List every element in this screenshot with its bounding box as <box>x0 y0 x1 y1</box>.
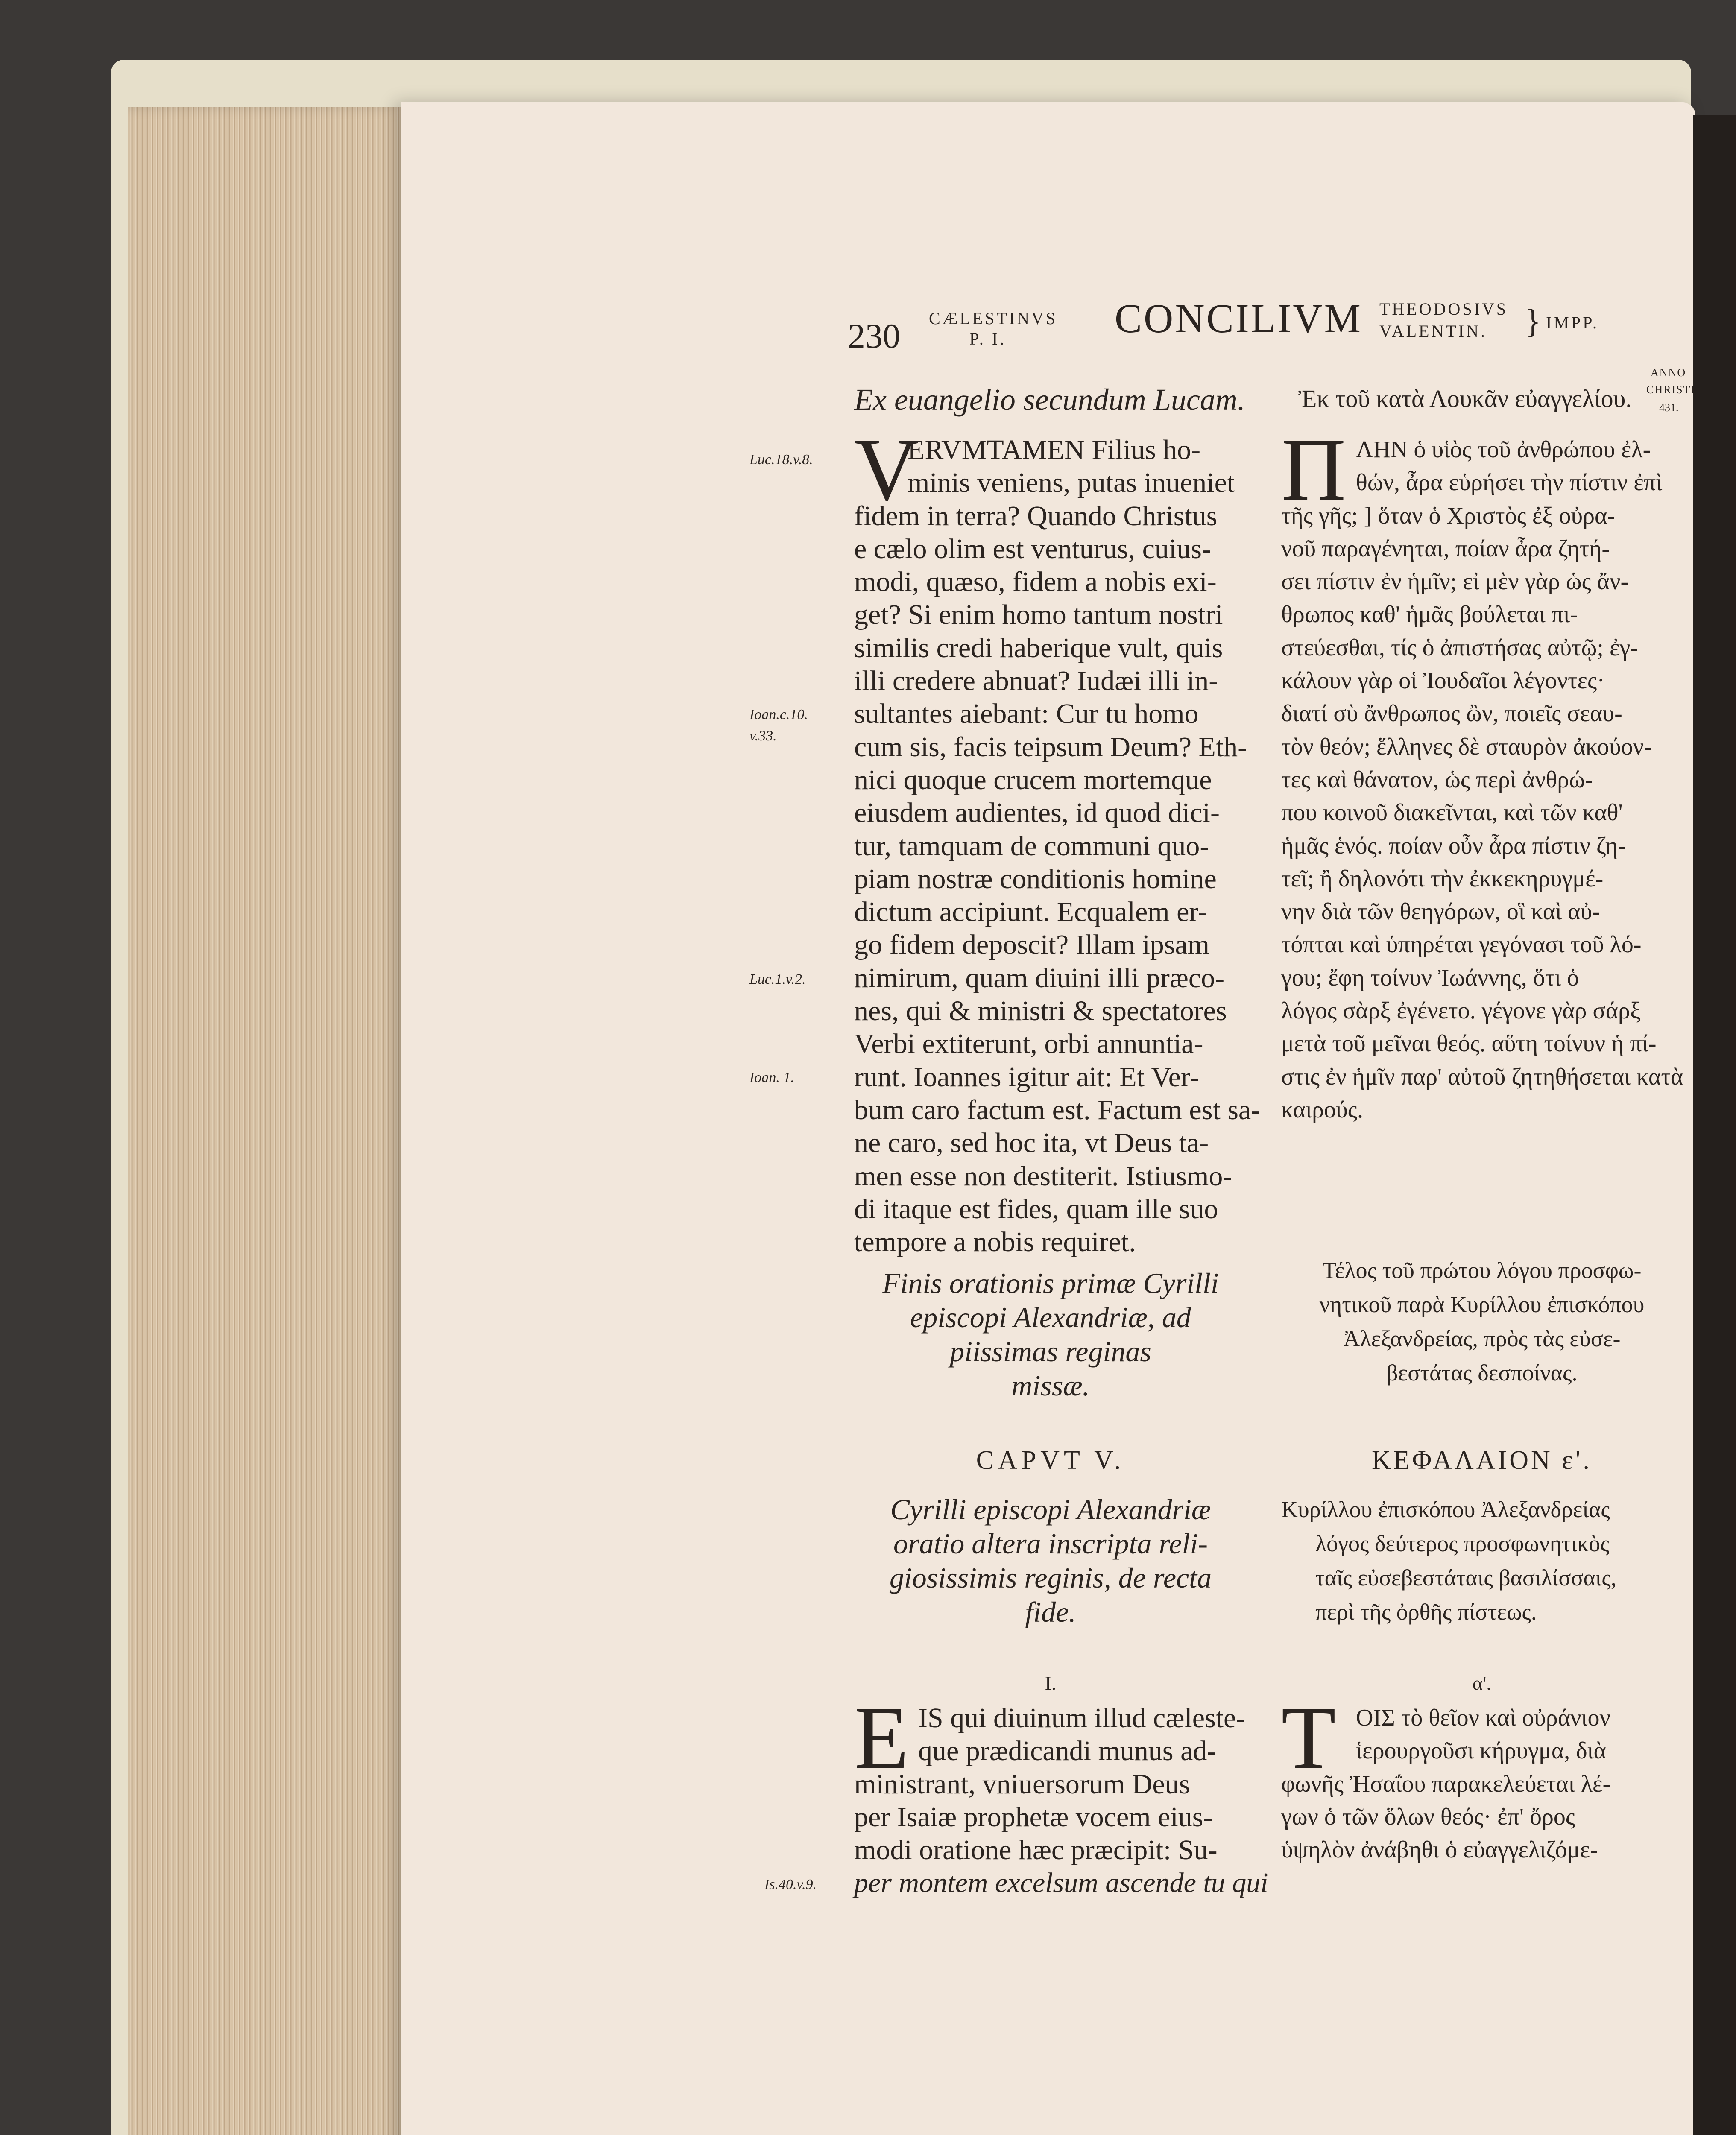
greek-line: ΛΗΝ ὁ υἱὸς τοῦ ἀνθρώπου ἐλ- <box>1356 436 1651 463</box>
latin-text-block-2 <box>854 1702 1268 1900</box>
greek-telos-line: Ἀλεξανδρείας, πρὸς τὰς εὐσε- <box>1343 1326 1621 1351</box>
greek-line: τόπται καὶ ὑπηρέται γεγόνασι τοῦ λό- <box>1281 931 1642 958</box>
latin-line: go fidem deposcit? Illam ipsam <box>854 929 1210 961</box>
margin-ref-luc-1: Luc.1.v.2. <box>749 971 806 987</box>
greek-telos-line: νητικοῦ παρὰ Κυρίλλου ἐπισκόπου <box>1319 1292 1645 1317</box>
margin-ref-ioan-1: Ioan. 1. <box>749 1070 794 1085</box>
latin-heading: Ex euangelio secundum Lucam. <box>854 383 1245 417</box>
latin-line: fidem in terra? Quando Christus <box>854 500 1218 532</box>
greek-line: φωνῆς Ἠσαΐου παρακελεύεται λέ- <box>1281 1770 1611 1797</box>
latin-line: nici quoque crucem mortemque <box>854 764 1212 796</box>
greek-line: γων ὁ τῶν ὅλων θεός· ἐπ' ὄρος <box>1281 1803 1575 1830</box>
latin-line: tur, tamquam de communi quo- <box>854 830 1209 862</box>
latin-line: que prædicandi munus ad- <box>918 1735 1217 1767</box>
margin-ref-ioan-10: Ioan.c.10. <box>749 707 808 722</box>
latin-line: sultantes aiebant: Cur tu homo <box>854 698 1199 730</box>
greek-heading: Ἐκ τοῦ κατὰ Λουκᾶν εὐαγγελίου. <box>1298 385 1632 412</box>
latin-line: bum caro factum est. Factum est sa- <box>854 1094 1261 1126</box>
background-strip <box>1693 115 1736 2135</box>
latin-line: modi, quæso, fidem a nobis exi- <box>854 566 1217 598</box>
latin-dropcap: V <box>854 420 919 519</box>
latin-caput-title-line: oratio altera inscripta reli- <box>893 1527 1208 1560</box>
margin-year: 431. <box>1659 401 1679 414</box>
greek-text-block-2 <box>1281 1702 1683 1866</box>
latin-finis-line: Finis orationis primæ Cyrilli <box>882 1267 1219 1299</box>
header-right-label-2: VALENTIN. <box>1379 322 1487 341</box>
latin-line: piam nostræ conditionis homine <box>854 863 1217 895</box>
header-right-label-3: IMPP. <box>1546 313 1599 332</box>
header-right-label-1: THEODOSIVS <box>1379 299 1508 319</box>
margin-ref-luc-18: Luc.18.v.8. <box>749 452 813 468</box>
greek-line: τες καὶ θάνατον, ὡς περὶ ἀνθρώ- <box>1281 766 1593 793</box>
latin-finis <box>854 1266 1247 1403</box>
latin-line: per Isaiæ prophetæ vocem eius- <box>854 1801 1213 1833</box>
greek-telos-line: Τέλος τοῦ πρώτου λόγου προσφω- <box>1322 1258 1642 1283</box>
greek-dropcap: Π <box>1281 420 1346 519</box>
margin-ref-ioan-10-verse: v.33. <box>749 728 777 744</box>
latin-line: eiusdem audientes, id quod dici- <box>854 797 1220 829</box>
latin-line: ERVMTAMEN Filius ho- <box>908 434 1201 465</box>
greek-line: ὑψηλὸν ἀνάβηθι ὁ εὐαγγελιζόμε- <box>1281 1837 1598 1863</box>
greek-line: τεῖ; ἢ δηλονότι τὴν ἐκκεκηρυγμέ- <box>1281 865 1604 892</box>
latin-finis-line: episcopi Alexandriæ, ad <box>910 1301 1191 1334</box>
header-left-label-2: P. I. <box>969 329 1007 348</box>
latin-line: cum sis, facis teipsum Deum? Eth- <box>854 731 1247 763</box>
latin-line: tempore a nobis requiret. <box>854 1226 1136 1258</box>
latin-line: illi credere abnuat? Iudæi illi in- <box>854 665 1218 697</box>
greek-text-block-1 <box>1281 433 1683 1126</box>
greek-line: που κοινοῦ διακεῖνται, καὶ τῶν καθ' <box>1281 799 1623 826</box>
latin-caput-title-line: Cyrilli episcopi Alexandriæ <box>890 1493 1211 1526</box>
latin-line: similis credi haberique vult, quis <box>854 632 1223 664</box>
greek-keph-title-line: λόγος δεύτερος προσφωνητικὸς <box>1315 1531 1610 1556</box>
greek-line: κάλουν γὰρ οἱ Ἰουδαῖοι λέγοντες· <box>1281 667 1605 694</box>
latin-caput-title-line: giosissimis reginis, de recta <box>889 1562 1212 1594</box>
greek-line: θών, ἆρα εὑρήσει τὴν πίστιν ἐπὶ <box>1356 469 1663 496</box>
latin-line: per montem excelsum ascende tu qui <box>854 1867 1268 1899</box>
latin-line: minis veniens, putas inueniet <box>908 467 1235 499</box>
greek-line: τὸν θεόν; ἕλληνες δὲ σταυρὸν ἀκούον- <box>1281 733 1652 760</box>
greek-line: λόγος σὰρξ ἐγένετο. γέγονε γὰρ σάρξ <box>1281 997 1641 1024</box>
greek-line: ἡμᾶς ἑνός. ποίαν οὖν ἆρα πίστιν ζη- <box>1281 832 1626 859</box>
latin-line: dictum accipiunt. Ecqualem er- <box>854 896 1207 928</box>
latin-line: Verbi extiterunt, orbi annuntia- <box>854 1028 1203 1060</box>
greek-line: στεύεσθαι, τίς ὁ ἀπιστήσας αὐτῷ; ἐγ- <box>1281 634 1638 661</box>
greek-kephalaion-title <box>1281 1492 1683 1629</box>
latin-caput-title <box>854 1492 1247 1629</box>
greek-telos <box>1281 1253 1683 1390</box>
greek-line: στις ἐν ἡμῖν παρ' αὐτοῦ ζητηθήσεται κατὰ <box>1281 1063 1683 1090</box>
latin-caput-title-line: fide. <box>1025 1596 1076 1628</box>
latin-text-block-1 <box>854 433 1261 1258</box>
header-title: CONCILIVM <box>1115 295 1362 341</box>
header-left-label-1: CÆLESTINVS <box>929 309 1058 328</box>
latin-line: e cælo olim est venturus, cuius- <box>854 533 1211 564</box>
latin-line: men esse non destiterit. Istiusmo- <box>854 1160 1232 1192</box>
greek-kephalaion: ΚΕΦΑΛΑΙΟΝ ε'. <box>1372 1446 1592 1475</box>
latin-line: ministrant, vniuersorum Deus <box>854 1768 1190 1800</box>
latin-line: ne caro, sed hoc ita, vt Deus ta- <box>854 1127 1209 1159</box>
latin-finis-line: missæ. <box>1011 1369 1090 1402</box>
greek-keph-title-line: περὶ τῆς ὀρθῆς πίστεως. <box>1315 1599 1537 1625</box>
header-right-brace: } <box>1525 303 1541 340</box>
margin-christi: CHRISTI <box>1646 383 1696 396</box>
latin-line: runt. Ioannes igitur ait: Et Ver- <box>854 1061 1199 1093</box>
greek-telos-line: βεστάτας δεσποίνας. <box>1386 1360 1578 1386</box>
latin-line: nes, qui & ministri & spectatores <box>854 995 1227 1027</box>
greek-line: τῆς γῆς; ] ὅταν ὁ Χριστὸς ἐξ οὐρα- <box>1281 502 1616 529</box>
greek-dropcap-2: Τ <box>1281 1688 1336 1787</box>
margin-anno: ANNO <box>1651 366 1686 379</box>
page-number: 230 <box>848 316 900 355</box>
latin-section-number: I. <box>1045 1672 1057 1694</box>
greek-line: ἱερουργοῦσι κήρυγμα, διὰ <box>1356 1737 1607 1764</box>
latin-line: modi oratione hæc præcipit: Su- <box>854 1834 1218 1866</box>
latin-line: get? Si enim homo tantum nostri <box>854 599 1223 631</box>
greek-line: ΟΙΣ τὸ θεῖον καὶ οὐράνιον <box>1356 1705 1610 1731</box>
greek-line: νην διὰ τῶν θεηγόρων, οἳ καὶ αὐ- <box>1281 898 1600 925</box>
greek-keph-title-line: ταῖς εὐσεβεστάταις βασιλίσσαις, <box>1315 1565 1617 1591</box>
greek-keph-title-line: Κυρίλλου ἐπισκόπου Ἀλεξανδρείας <box>1281 1497 1610 1522</box>
page-edges <box>128 107 410 2135</box>
latin-line: di itaque est fides, quam ille suo <box>854 1193 1218 1225</box>
latin-line: nimirum, quam diuini illi præco- <box>854 962 1225 994</box>
greek-line: καιρούς. <box>1281 1096 1363 1123</box>
greek-line: γου; ἔφη τοίνυν Ἰωάννης, ὅτι ὁ <box>1281 964 1579 991</box>
greek-line: σει πίστιν ἐν ἡμῖν; εἰ μὲν γὰρ ὡς ἄν- <box>1281 568 1629 595</box>
latin-line: IS qui diuinum illud cæleste- <box>918 1702 1246 1734</box>
latin-dropcap-2: E <box>854 1688 909 1787</box>
margin-ref-is-40: Is.40.v.9. <box>764 1877 817 1892</box>
greek-line: θρωπος καθ' ἡμᾶς βούλεται πι- <box>1281 601 1578 628</box>
greek-line: διατί σὺ ἄνθρωπος ὢν, ποιεῖς σεαυ- <box>1281 700 1622 727</box>
greek-line: νοῦ παραγένηται, ποίαν ἆρα ζητή- <box>1281 535 1610 562</box>
latin-caput: CAPVT V. <box>976 1446 1125 1475</box>
greek-section-number: α'. <box>1473 1672 1491 1694</box>
latin-finis-line: piissimas reginas <box>950 1335 1151 1368</box>
greek-line: μετὰ τοῦ μεῖναι θεός. αὕτη τοίνυν ἡ πί- <box>1281 1030 1657 1057</box>
